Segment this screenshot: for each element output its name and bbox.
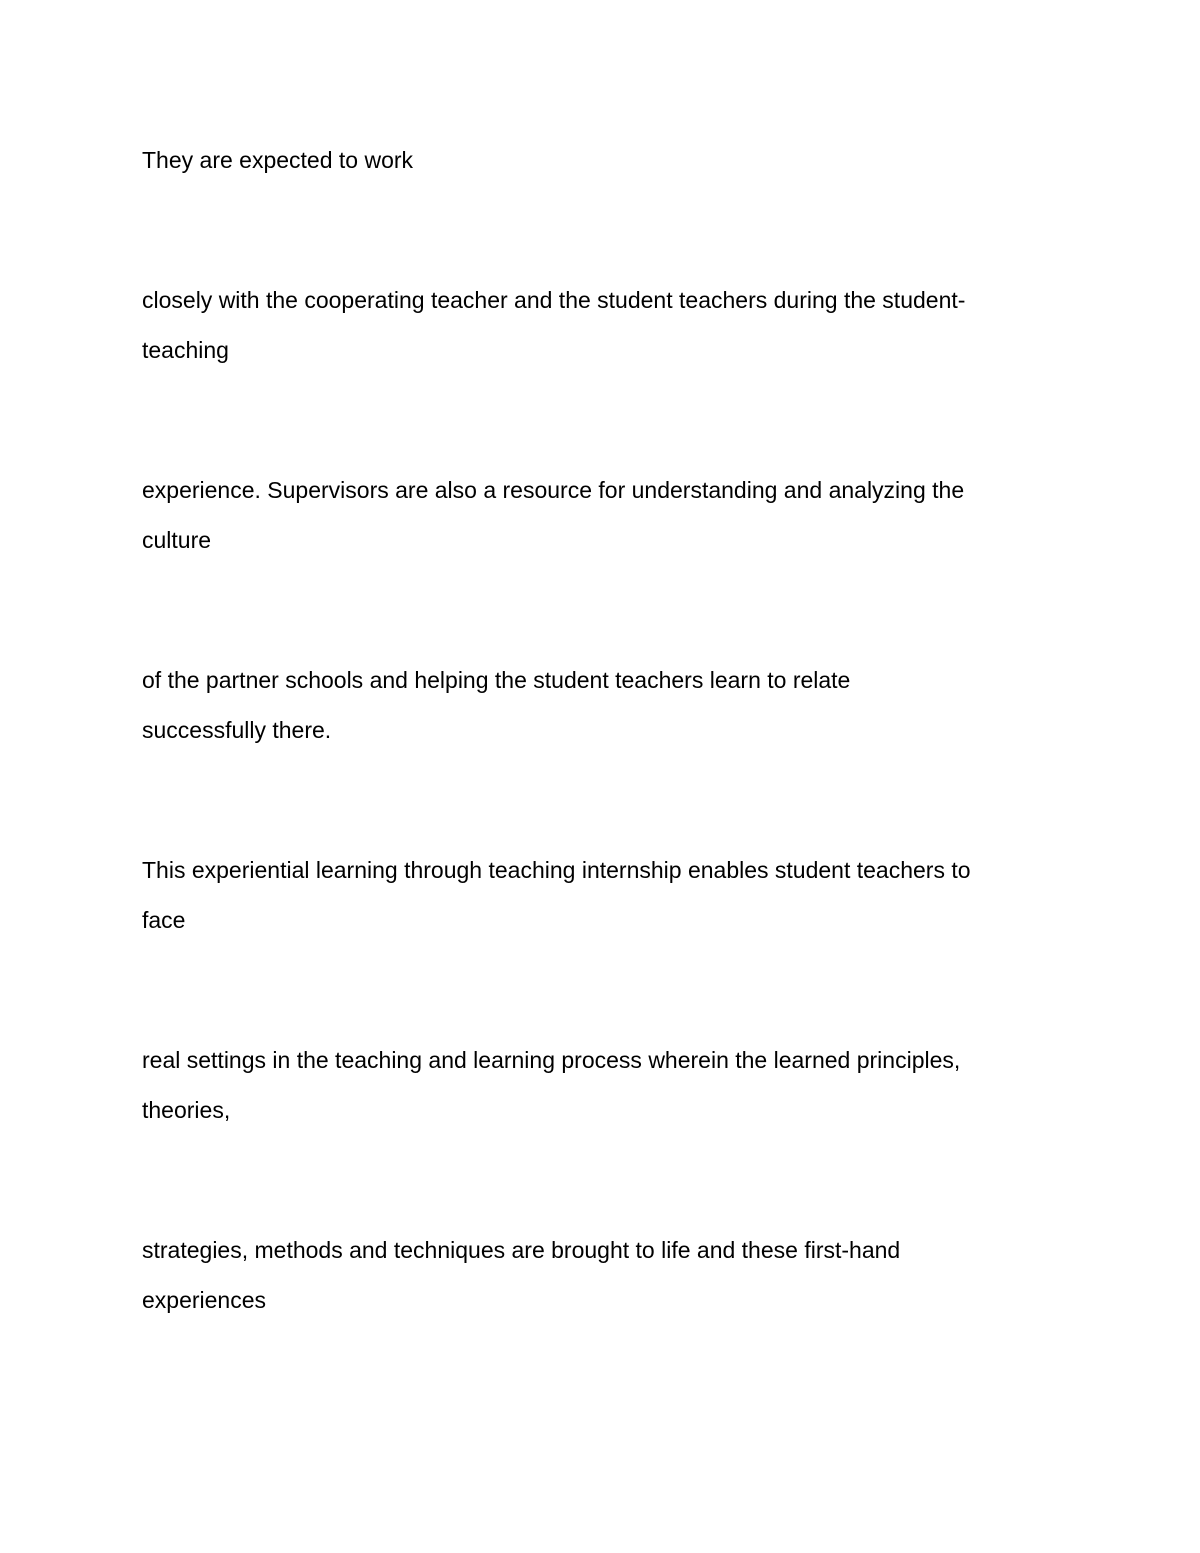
text-line-5: culture (142, 527, 212, 553)
text-line-6: of the partner schools and helping the student teachers learn to relate (142, 667, 851, 693)
text-line-8: This experiential learning through teaching internship enables student teachers to (142, 857, 971, 883)
text-line-2: closely with the cooperating teacher and the student teachers during the student- (142, 287, 966, 313)
text-line-9: face (142, 907, 186, 933)
text-line-3: teaching (142, 337, 229, 363)
text-line-12: strategies, methods and techniques are brought to life and these first-hand (142, 1237, 901, 1263)
text-line-13: experiences (142, 1287, 267, 1313)
text-line-10: real settings in the teaching and learning process wherein the learned principles, (142, 1047, 961, 1073)
text-line-1: They are expected to work (142, 147, 414, 173)
text-line-11: theories, (142, 1097, 231, 1123)
text-line-4: experience. Supervisors are also a resource for understanding and analyzing the (142, 477, 965, 503)
text-line-7: successfully there. (142, 717, 332, 743)
